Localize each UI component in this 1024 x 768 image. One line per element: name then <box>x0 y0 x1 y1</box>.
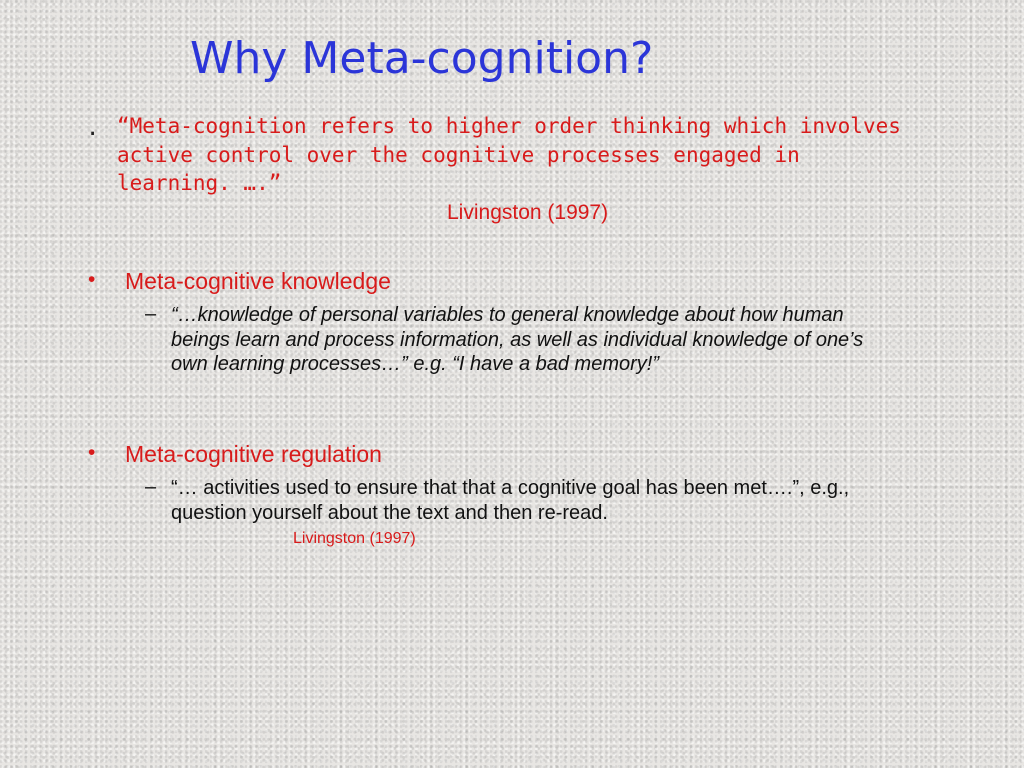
quote-bullet: . <box>86 116 100 141</box>
bullet-label-regulation: Meta-cognitive regulation <box>125 441 382 467</box>
dash-knowledge: – <box>145 303 157 325</box>
slide-title: Why Meta-cognition? <box>190 33 654 84</box>
detail-knowledge: “…knowledge of personal variables to general knowledge about how human beings learn and process information, as well as individual knowledge of one’s own learning processes…” e.g. “I have a bad memory!” <box>171 304 864 375</box>
quote-citation: Livingston (1997) <box>447 201 609 224</box>
bullet-dot-regulation: • <box>88 441 96 464</box>
dash-regulation: – <box>145 476 157 498</box>
bullet-dot-knowledge: • <box>88 268 96 291</box>
detail-regulation: “… activities used to ensure that that a cognitive goal has been met….”, e.g., question yourself about the text and then re-read. <box>171 477 850 524</box>
footer-citation: Livingston (1997) <box>293 530 416 547</box>
bullet-label-knowledge: Meta-cognitive knowledge <box>125 268 391 294</box>
quote-text: “Meta-cognition refers to higher order thinking which involves active control over the cognitive processes engaged in learning. ….” <box>117 114 901 195</box>
